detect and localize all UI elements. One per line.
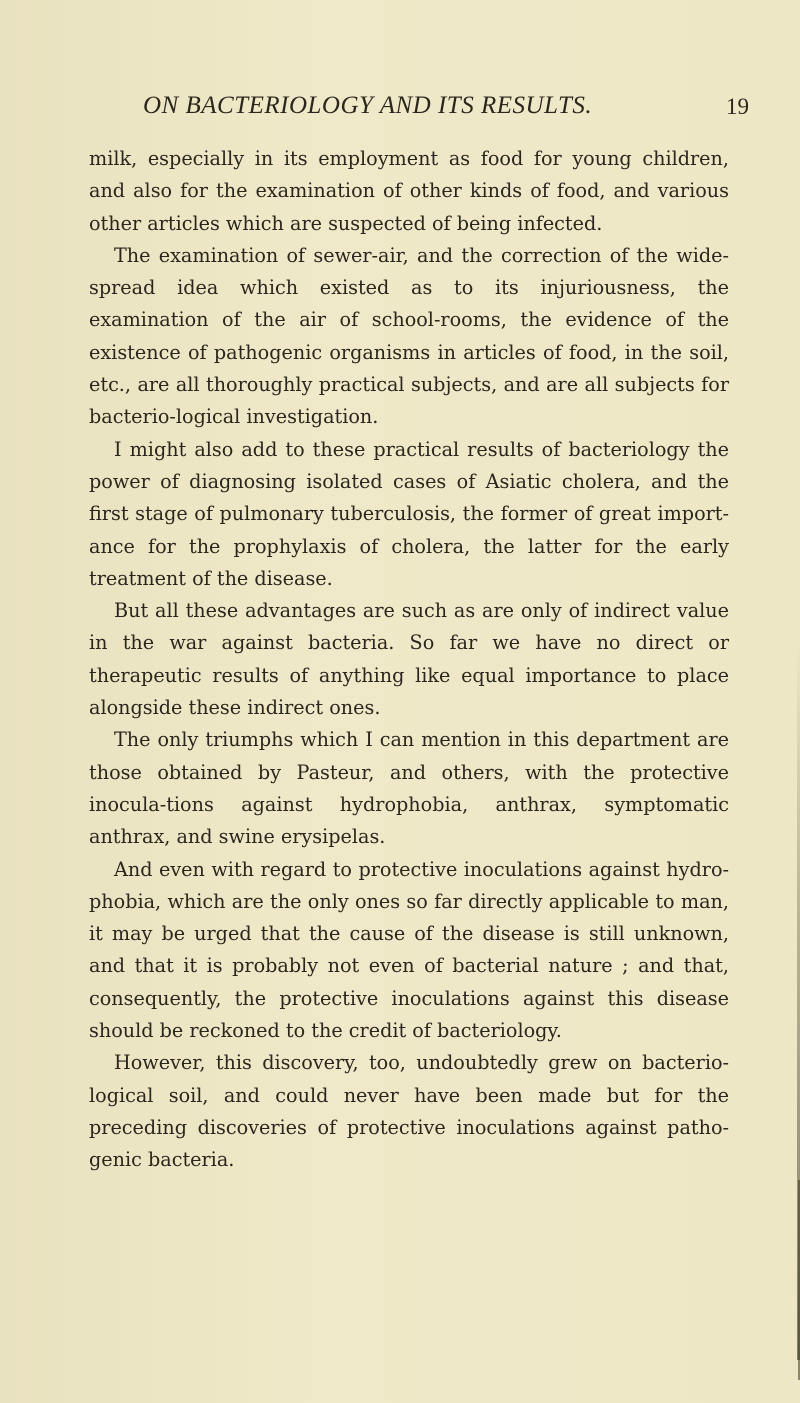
paragraph-3: I might also add to these practical results of bacteriology the power of diagnosing isolated cases of Asiatic cholera, and the first stage of pulmonary tuberculosis, the former of great import-ance for the prophylaxis of cholera, the latter for the early treatment of the disease. [89,437,729,590]
paragraph-7: However, this discovery, too, undoubtedly grew on bacterio-logical soil, and could never have been made but for the preceding discoveries of protective inoculations against patho-genic bacteria. [89,1051,729,1172]
running-title: ON BACTERIOLOGY AND ITS RESULTS. [143,92,593,119]
page-number: 19 [726,94,749,119]
paragraph-5: The only triumphs which I can mention in this department are those obtained by Pasteur, and others, with the protective inocula-tions against hydrophobia, anthrax, symptomatic anthrax, and swine erysipelas. [89,728,729,849]
paragraph-6: And even with regard to protective inoculations against hydro-phobia, which are the only ones so far directly applicable to man, it may be urged that the cause of the disease is still unknown, and that it is probably not even of bacterial nature ; and that, consequently, the protective inoculations against this disease should be reckoned to the credit of bacteriology. [89,857,729,1043]
paragraph-2: The examination of sewer-air, and the correction of the wide-spread idea which existed as to its injuriousness, the examination of the air of school-rooms, the evidence of the existence of pathogenic organisms in articles of food, in the soil, etc., are all thoroughly practical subjects, and are all subjects for bacterio-logical investigation. [89,243,729,429]
paragraph-1: milk, especially in its employment as food for young children, and also for the examination of other kinds of food, and various other articles which are suspected of being infected. [89,147,729,235]
paragraph-4: But all these advantages are such as are only of indirect value in the war against bacteria. So far we have no direct or therapeutic results of anything like equal importance to place alongside these indirect ones. [89,599,729,720]
body-text [89,143,729,1177]
